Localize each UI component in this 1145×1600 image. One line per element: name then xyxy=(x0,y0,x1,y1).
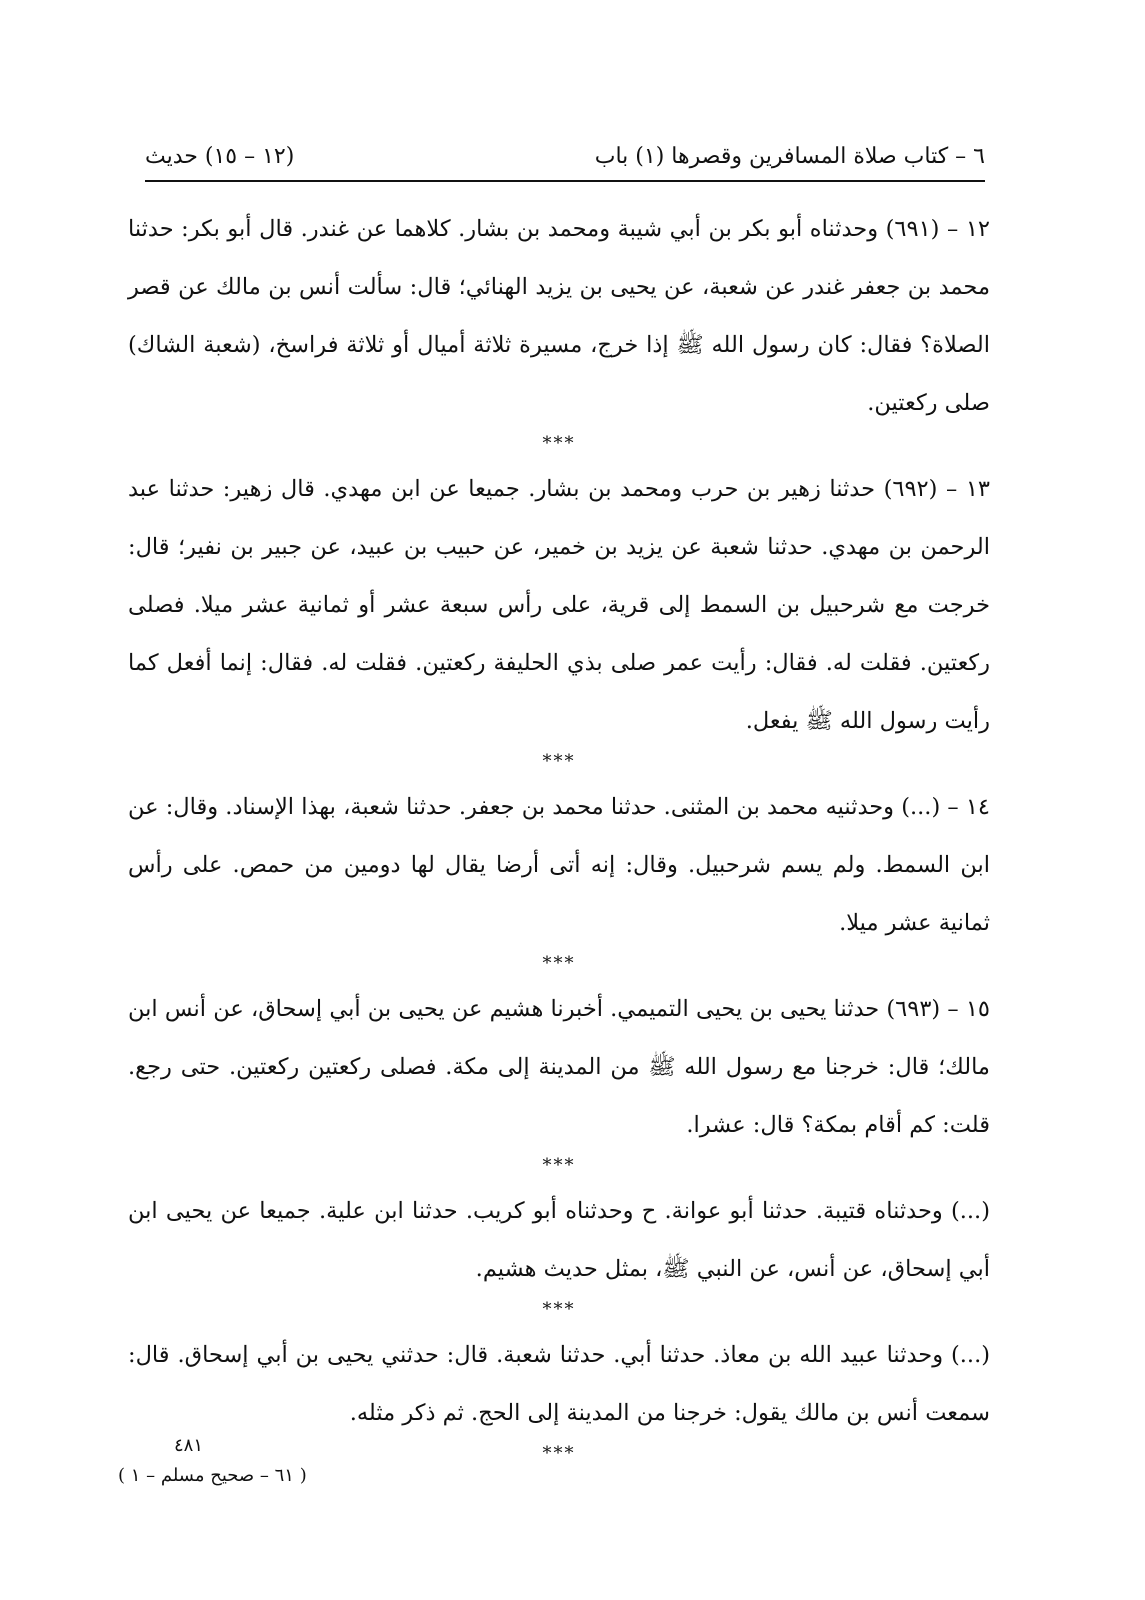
header-divider xyxy=(145,180,985,182)
section-separator: *** xyxy=(542,953,576,974)
section-separator: *** xyxy=(542,433,576,454)
chapter-title: ٦ – كتاب صلاة المسافرين وقصرها (١) باب xyxy=(594,144,985,169)
page-footer xyxy=(118,1435,418,1486)
section-separator: *** xyxy=(542,751,576,772)
page-body xyxy=(128,200,990,1470)
hadith-12: ١٢ – (٦٩١) وحدثناه أبو بكر بن أبي شيبة ومحمد بن بشار. كلاهما عن غندر. قال أبو بكر: حدثنا محمد بن جعفر غندر عن شعبة، عن يحيى بن يزيد الهنائي؛ قال: سألت أنس بن مالك عن قصر الصلاة؟ فقال: كان رسول الله ﷺ إذا خرج، مسيرة ثلاثة أميال أو ثلاثة فراسخ، (شعبة الشاك) صلى ركعتين. xyxy=(128,216,990,416)
source-note: ( ٦١ – صحيح مسلم – ١ ) xyxy=(118,1465,307,1486)
hadith-15-chain-3: (...) وحدثنا عبيد الله بن معاذ. حدثنا أبي. حدثنا شعبة. قال: حدثني يحيى بن أبي إسحاق. قال: سمعت أنس بن مالك يقول: خرجنا من المدينة إلى الحج. ثم ذكر مثله. xyxy=(128,1342,990,1426)
page-number: ٤٨١ xyxy=(174,1435,204,1456)
section-separator: *** xyxy=(542,1299,576,1320)
page-header xyxy=(145,138,985,176)
hadith-range: (١٢ – ١٥) حديث xyxy=(145,144,295,169)
hadith-14: ١٤ – (...) وحدثنيه محمد بن المثنى. حدثنا محمد بن جعفر. حدثنا شعبة، بهذا الإسناد. وقال: عن ابن السمط. ولم يسم شرحبيل. وقال: إنه أتى أرضا يقال لها دومين من حمص. على رأس ثمانية عشر ميلا. xyxy=(128,794,990,936)
hadith-15: ١٥ – (٦٩٣) حدثنا يحيى بن يحيى التميمي. أخبرنا هشيم عن يحيى بن أبي إسحاق، عن أنس ابن مالك؛ قال: خرجنا مع رسول الله ﷺ من المدينة إلى مكة. فصلى ركعتين ركعتين. حتى رجع. قلت: كم أقام بمكة؟ قال: عشرا. xyxy=(128,996,990,1138)
hadith-15-chain-2: (...) وحدثناه قتيبة. حدثنا أبو عوانة. ح وحدثناه أبو كريب. حدثنا ابن علية. جميعا عن يحيى ابن أبي إسحاق، عن أنس، عن النبي ﷺ، بمثل حديث هشيم. xyxy=(128,1198,990,1282)
section-separator: *** xyxy=(542,1155,576,1176)
section-separator: *** xyxy=(542,1443,576,1464)
hadith-13: ١٣ – (٦٩٢) حدثنا زهير بن حرب ومحمد بن بشار. جميعا عن ابن مهدي. قال زهير: حدثنا عبد الرحمن بن مهدي. حدثنا شعبة عن يزيد بن خمير، عن حبيب بن عبيد، عن جبير بن نفير؛ قال: خرجت مع شرحبيل بن السمط إلى قرية، على رأس سبعة عشر أو ثمانية عشر ميلا. فصلى ركعتين. فقلت له. فقال: رأيت عمر صلى بذي الحليفة ركعتين. فقلت له. فقال: إنما أفعل كما رأيت رسول الله ﷺ يفعل. xyxy=(128,476,990,734)
